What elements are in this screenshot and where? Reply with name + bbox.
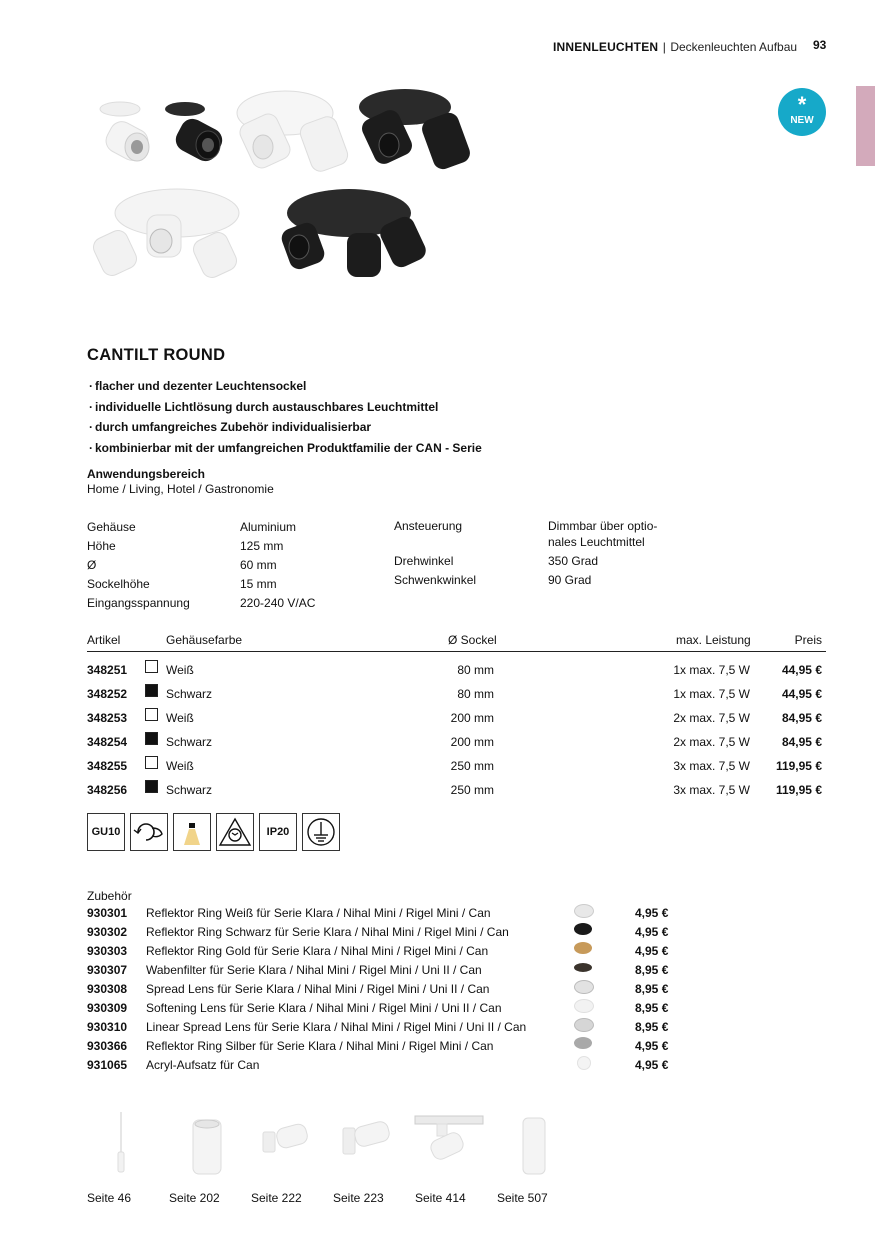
accessory-price: 4,95 € — [635, 906, 669, 920]
gu10-icon — [87, 813, 125, 851]
product-image-single-black — [165, 102, 226, 165]
related-track-light-image — [415, 1116, 483, 1162]
color-swatch-white — [145, 660, 158, 673]
related-wall-tube-image — [523, 1118, 545, 1174]
accessory-name: Spread Lens für Serie Klara / Nihal Mini / Rigel Mini / Uni II / Can — [146, 982, 490, 996]
related-pendant-image — [118, 1112, 124, 1172]
accessory-price: 8,95 € — [635, 1001, 669, 1015]
table-row — [87, 783, 826, 807]
product-image-double-white — [237, 91, 351, 174]
spec-label: Gehäuse — [87, 520, 136, 534]
color-name: Weiß — [166, 663, 194, 677]
spec-value: 60 mm — [240, 558, 277, 572]
color-swatch-white — [145, 708, 158, 721]
related-page-link[interactable]: Seite 202 — [169, 1191, 220, 1205]
col-preis: Preis — [794, 633, 822, 647]
accessory-number: 930303 — [87, 944, 128, 958]
spec-label: Sockelhöhe — [87, 577, 150, 591]
color-swatch-black — [145, 732, 158, 745]
accessory-thumbnail — [574, 1018, 594, 1032]
article-number: 348251 — [87, 663, 128, 677]
accessory-price: 8,95 € — [635, 982, 669, 996]
accessory-thumbnail — [577, 1056, 591, 1070]
article-number: 348256 — [87, 783, 128, 797]
ip20-label: IP20 — [266, 826, 290, 838]
price: 44,95 € — [781, 687, 822, 701]
related-page-link[interactable]: Seite 46 — [87, 1191, 132, 1205]
feature-list — [89, 376, 482, 458]
accessory-number: 930308 — [87, 982, 128, 996]
color-name: Schwarz — [166, 783, 213, 797]
article-number: 348254 — [87, 735, 128, 749]
subsection-title: Deckenleuchten Aufbau — [670, 40, 798, 54]
specs-right-values — [548, 518, 657, 588]
accessory-number: 930366 — [87, 1039, 128, 1053]
related-products-images — [85, 1110, 555, 1180]
rotate-icon — [130, 813, 168, 851]
application-value: Home / Living, Hotel / Gastronomie — [87, 482, 274, 496]
accessory-number: 930310 — [87, 1020, 128, 1034]
spec-label: Schwenkwinkel — [394, 573, 477, 587]
socket-diameter: 200 mm — [450, 735, 494, 749]
related-page-link[interactable]: Seite 414 — [415, 1191, 466, 1205]
color-name: Weiß — [166, 759, 194, 773]
max-power: 1x max. 7,5 W — [673, 663, 750, 677]
accessory-row — [87, 982, 687, 1001]
accessory-row — [87, 963, 687, 982]
accessory-number: 931065 — [87, 1058, 128, 1072]
article-number: 348252 — [87, 687, 128, 701]
accessory-number: 930307 — [87, 963, 128, 977]
accessory-thumbnail — [574, 942, 592, 954]
protection-class-icon — [302, 813, 340, 851]
star-icon: * — [797, 92, 807, 117]
spec-value: Dimmbar über optio- — [548, 519, 658, 533]
max-power: 2x max. 7,5 W — [673, 711, 750, 725]
new-badge-label: NEW — [790, 115, 814, 126]
accessory-name: Reflektor Ring Schwarz für Serie Klara / Nihal Mini / Rigel Mini / Can — [146, 925, 509, 939]
feature-item: · kombinierbar mit der umfangreichen Produktfamilie der CAN - Serie — [89, 438, 482, 459]
socket-diameter: 250 mm — [450, 759, 494, 773]
price: 44,95 € — [781, 663, 822, 677]
price: 119,95 € — [775, 759, 822, 773]
spec-value: 90 Grad — [548, 573, 592, 587]
accessory-name: Linear Spread Lens für Serie Klara / Nihal Mini / Rigel Mini / Uni II / Can — [146, 1020, 527, 1034]
color-swatch-black — [145, 780, 158, 793]
related-spot-image — [263, 1122, 309, 1152]
max-power: 3x max. 7,5 W — [673, 783, 750, 797]
accessory-price: 4,95 € — [635, 925, 669, 939]
table-row — [87, 663, 826, 687]
col-leistung: max. Leistung — [676, 633, 751, 647]
table-row — [87, 735, 826, 759]
accessory-row — [87, 1058, 687, 1077]
new-badge — [778, 88, 826, 136]
spec-label: Ø — [87, 558, 97, 572]
gu10-label: GU10 — [91, 826, 121, 838]
accessory-name: Acryl-Aufsatz für Can — [146, 1058, 260, 1072]
accessory-price: 4,95 € — [635, 1039, 669, 1053]
feature-item: · flacher und dezenter Leuchtensockel — [89, 376, 482, 397]
socket-diameter: 250 mm — [450, 783, 494, 797]
table-row — [87, 687, 826, 711]
page-number: 93 — [813, 38, 827, 52]
socket-diameter: 80 mm — [457, 687, 494, 701]
feature-item: · individuelle Lichtlösung durch austauschbares Leuchtmittel — [89, 397, 482, 418]
accessory-row — [87, 944, 687, 963]
accessory-thumbnail — [574, 904, 594, 918]
accessory-name: Wabenfilter für Serie Klara / Nihal Mini / Rigel Mini / Uni II / Can — [146, 963, 482, 977]
product-image-single-white — [100, 102, 152, 165]
accessory-name: Reflektor Ring Silber für Serie Klara / Nihal Mini / Rigel Mini / Can — [146, 1039, 494, 1053]
spec-value: 220-240 V/AC — [240, 596, 316, 610]
max-power: 3x max. 7,5 W — [673, 759, 750, 773]
accessory-row — [87, 1039, 687, 1058]
product-images — [85, 85, 485, 295]
chapter-tab — [856, 86, 875, 166]
col-sockel: Ø Sockel — [448, 633, 497, 647]
color-name: Schwarz — [166, 687, 213, 701]
col-farbe: Gehäusefarbe — [166, 633, 243, 647]
application-heading: Anwendungsbereich — [87, 467, 206, 481]
table-row — [87, 711, 826, 735]
accessory-number: 930302 — [87, 925, 128, 939]
specs-left-values — [240, 518, 315, 613]
related-page-link[interactable]: Seite 223 — [333, 1191, 384, 1205]
product-image-triple-white — [90, 189, 240, 281]
spec-label: Eingangsspannung — [87, 596, 190, 610]
accessory-number: 930309 — [87, 1001, 128, 1015]
price: 84,95 € — [781, 711, 822, 725]
spec-value: 125 mm — [240, 539, 284, 553]
article-table-header — [87, 633, 826, 652]
spec-value: nales Leuchtmittel — [548, 535, 645, 549]
spec-value: Aluminium — [240, 520, 297, 534]
color-name: Weiß — [166, 711, 194, 725]
related-page-link[interactable]: Seite 507 — [497, 1191, 548, 1205]
accessory-row — [87, 1001, 687, 1020]
header-separator: | — [662, 40, 666, 54]
accessory-price: 8,95 € — [635, 963, 669, 977]
installation-icon — [216, 813, 254, 851]
price: 84,95 € — [781, 735, 822, 749]
accessory-row — [87, 925, 687, 944]
accessory-name: Softening Lens für Serie Klara / Nihal Mini / Rigel Mini / Uni II / Can — [146, 1001, 502, 1015]
accessory-thumbnail — [574, 963, 592, 972]
related-spot-wall-image — [343, 1120, 391, 1154]
max-power: 1x max. 7,5 W — [673, 687, 750, 701]
article-number: 348253 — [87, 711, 128, 725]
spec-label: Höhe — [87, 539, 116, 553]
related-wall-light-image — [193, 1120, 221, 1174]
col-artikel: Artikel — [87, 633, 121, 647]
related-page-link[interactable]: Seite 222 — [251, 1191, 302, 1205]
accessory-thumbnail — [574, 1037, 592, 1049]
accessory-row — [87, 1020, 687, 1039]
spec-label: Drehwinkel — [394, 554, 454, 568]
specs-left-labels — [87, 518, 190, 613]
spec-label — [394, 534, 476, 550]
accessory-thumbnail — [574, 999, 594, 1013]
specs-right-labels — [394, 518, 476, 588]
color-swatch-white — [145, 756, 158, 769]
section-title: INNENLEUCHTEN — [553, 40, 659, 54]
color-name: Schwarz — [166, 735, 213, 749]
accessory-price: 4,95 € — [635, 1058, 669, 1072]
socket-diameter: 80 mm — [457, 663, 494, 677]
accessory-thumbnail — [574, 923, 592, 935]
spec-value: 350 Grad — [548, 554, 599, 568]
page-header — [553, 38, 797, 56]
product-title: CANTILT ROUND — [87, 346, 226, 364]
light-beam-icon — [173, 813, 211, 851]
socket-diameter: 200 mm — [450, 711, 494, 725]
max-power: 2x max. 7,5 W — [673, 735, 750, 749]
accessory-name: Reflektor Ring Weiß für Serie Klara / Nihal Mini / Rigel Mini / Can — [146, 906, 491, 920]
spec-label: Ansteuerung — [394, 519, 463, 533]
article-number: 348255 — [87, 759, 128, 773]
accessory-thumbnail — [574, 980, 594, 994]
price: 119,95 € — [775, 783, 822, 797]
accessory-number: 930301 — [87, 906, 128, 920]
ip20-icon — [259, 813, 297, 851]
table-row — [87, 759, 826, 783]
accessory-row — [87, 906, 687, 925]
spec-value: 15 mm — [240, 577, 277, 591]
color-swatch-black — [145, 684, 158, 697]
product-image-double-black — [359, 89, 473, 172]
accessory-name: Reflektor Ring Gold für Serie Klara / Nihal Mini / Rigel Mini / Can — [146, 944, 489, 958]
accessory-price: 8,95 € — [635, 1020, 669, 1034]
accessory-price: 4,95 € — [635, 944, 669, 958]
accessories-heading: Zubehör — [87, 889, 132, 903]
feature-item: · durch umfangreiches Zubehör individualisierbar — [89, 417, 482, 438]
product-image-triple-black — [279, 189, 429, 277]
